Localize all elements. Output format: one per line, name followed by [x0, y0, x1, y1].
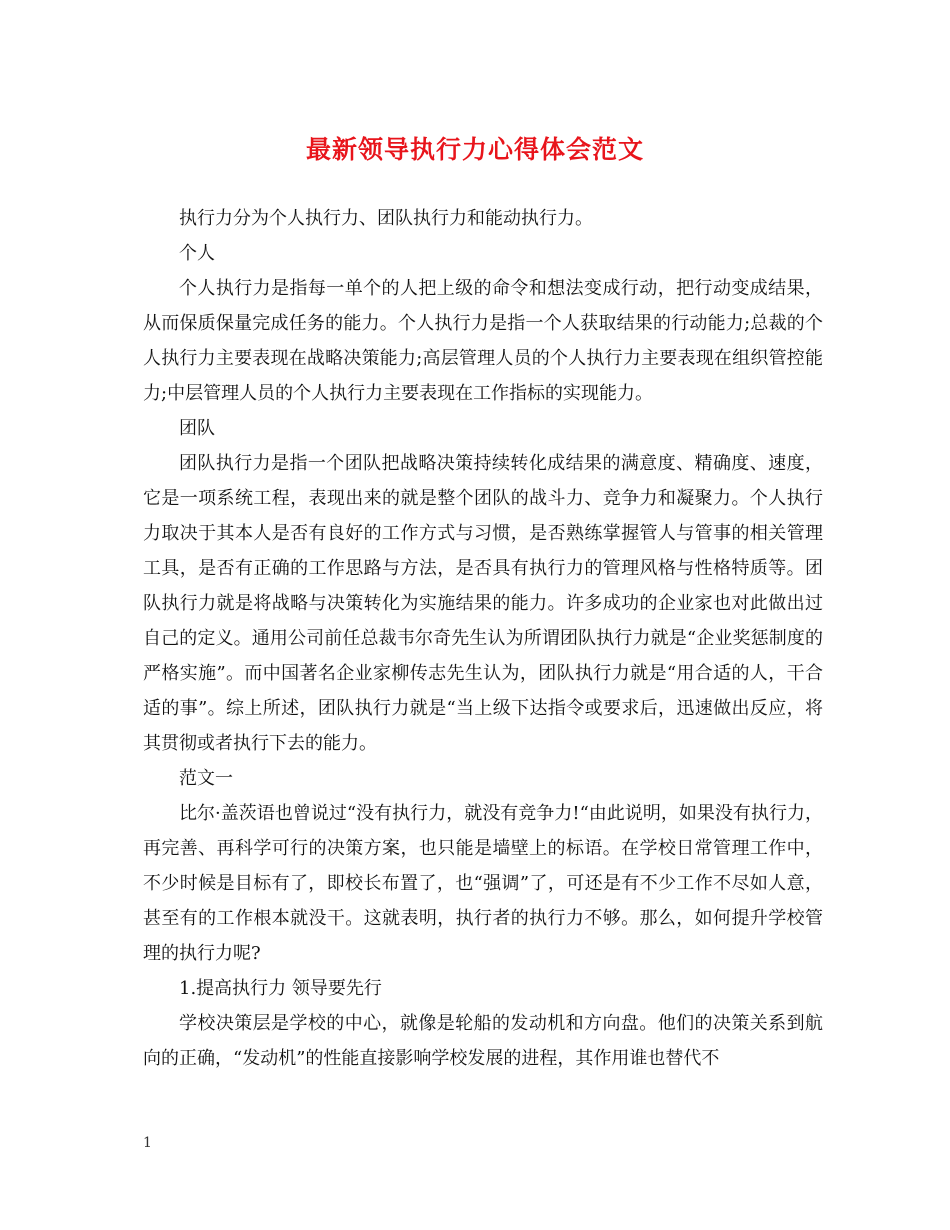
paragraph: 团队执行力是指一个团队把战略决策持续转化成结果的满意度、精确度、速度，它是一项系统工程，表现出来的就是整个团队的战斗力、竞争力和凝聚力。个人执行力取决于其本人是否有良好的工作方式与习惯，是否熟练掌握管人与管事的相关管理工具，是否有正确的工作思路与方法，是否具有执行力的管理风格与性格特质等。团队执行力就是将战略与决策转化为实施结果的能力。许多成功的企业家也对此做出过自己的定义。通用公司前任总裁韦尔奇先生认为所谓团队执行力就是“企业奖惩制度的严格实施”。而中国著名企业家柳传志先生认为，团队执行力就是“用合适的人，干合适的事”。综上所述，团队执行力就是“当上级下达指令或要求后，迅速做出反应，将其贯彻或者执行下去的能力。 — [143, 453, 823, 754]
document-title: 最新领导执行力心得体会范文 — [305, 135, 644, 164]
section-heading-individual: 个人 — [179, 243, 215, 264]
paragraph: 学校决策层是学校的中心，就像是轮船的发动机和方向盘。他们的决策关系到航向的正确，“发动机”的性能直接影响学校发展的进程，其作用谁也替代不 — [143, 1013, 823, 1069]
section-heading-team: 团队 — [179, 418, 215, 439]
paragraph: 执行力分为个人执行力、团队执行力和能动执行力。 — [179, 208, 593, 229]
page-number: 1 — [143, 1135, 152, 1151]
paragraph: 个人执行力是指每一单个的人把上级的命令和想法变成行动，把行动变成结果，从而保质保量完成任务的能力。个人执行力是指一个人获取结果的行动能力;总裁的个人执行力主要表现在战略决策能力;高层管理人员的个人执行力主要表现在组织管控能力;中层管理人员的个人执行力主要表现在工作指标的实现能力。 — [143, 278, 823, 404]
paragraph: 比尔·盖茨语也曾说过“没有执行力，就没有竞争力!“由此说明，如果没有执行力，再完善、再科学可行的决策方案，也只能是墙壁上的标语。在学校日常管理工作中，不少时候是目标有了，即校长布置了，也“强调”了，可还是有不少工作不尽如人意，甚至有的工作根本就没干。这就表明，执行者的执行力不够。那么，如何提升学校管理的执行力呢? — [143, 803, 823, 964]
document-body — [143, 201, 823, 1076]
subsection-heading: 1.提高执行力 领导要先行 — [179, 978, 382, 999]
section-heading-sample-one: 范文一 — [179, 768, 233, 789]
